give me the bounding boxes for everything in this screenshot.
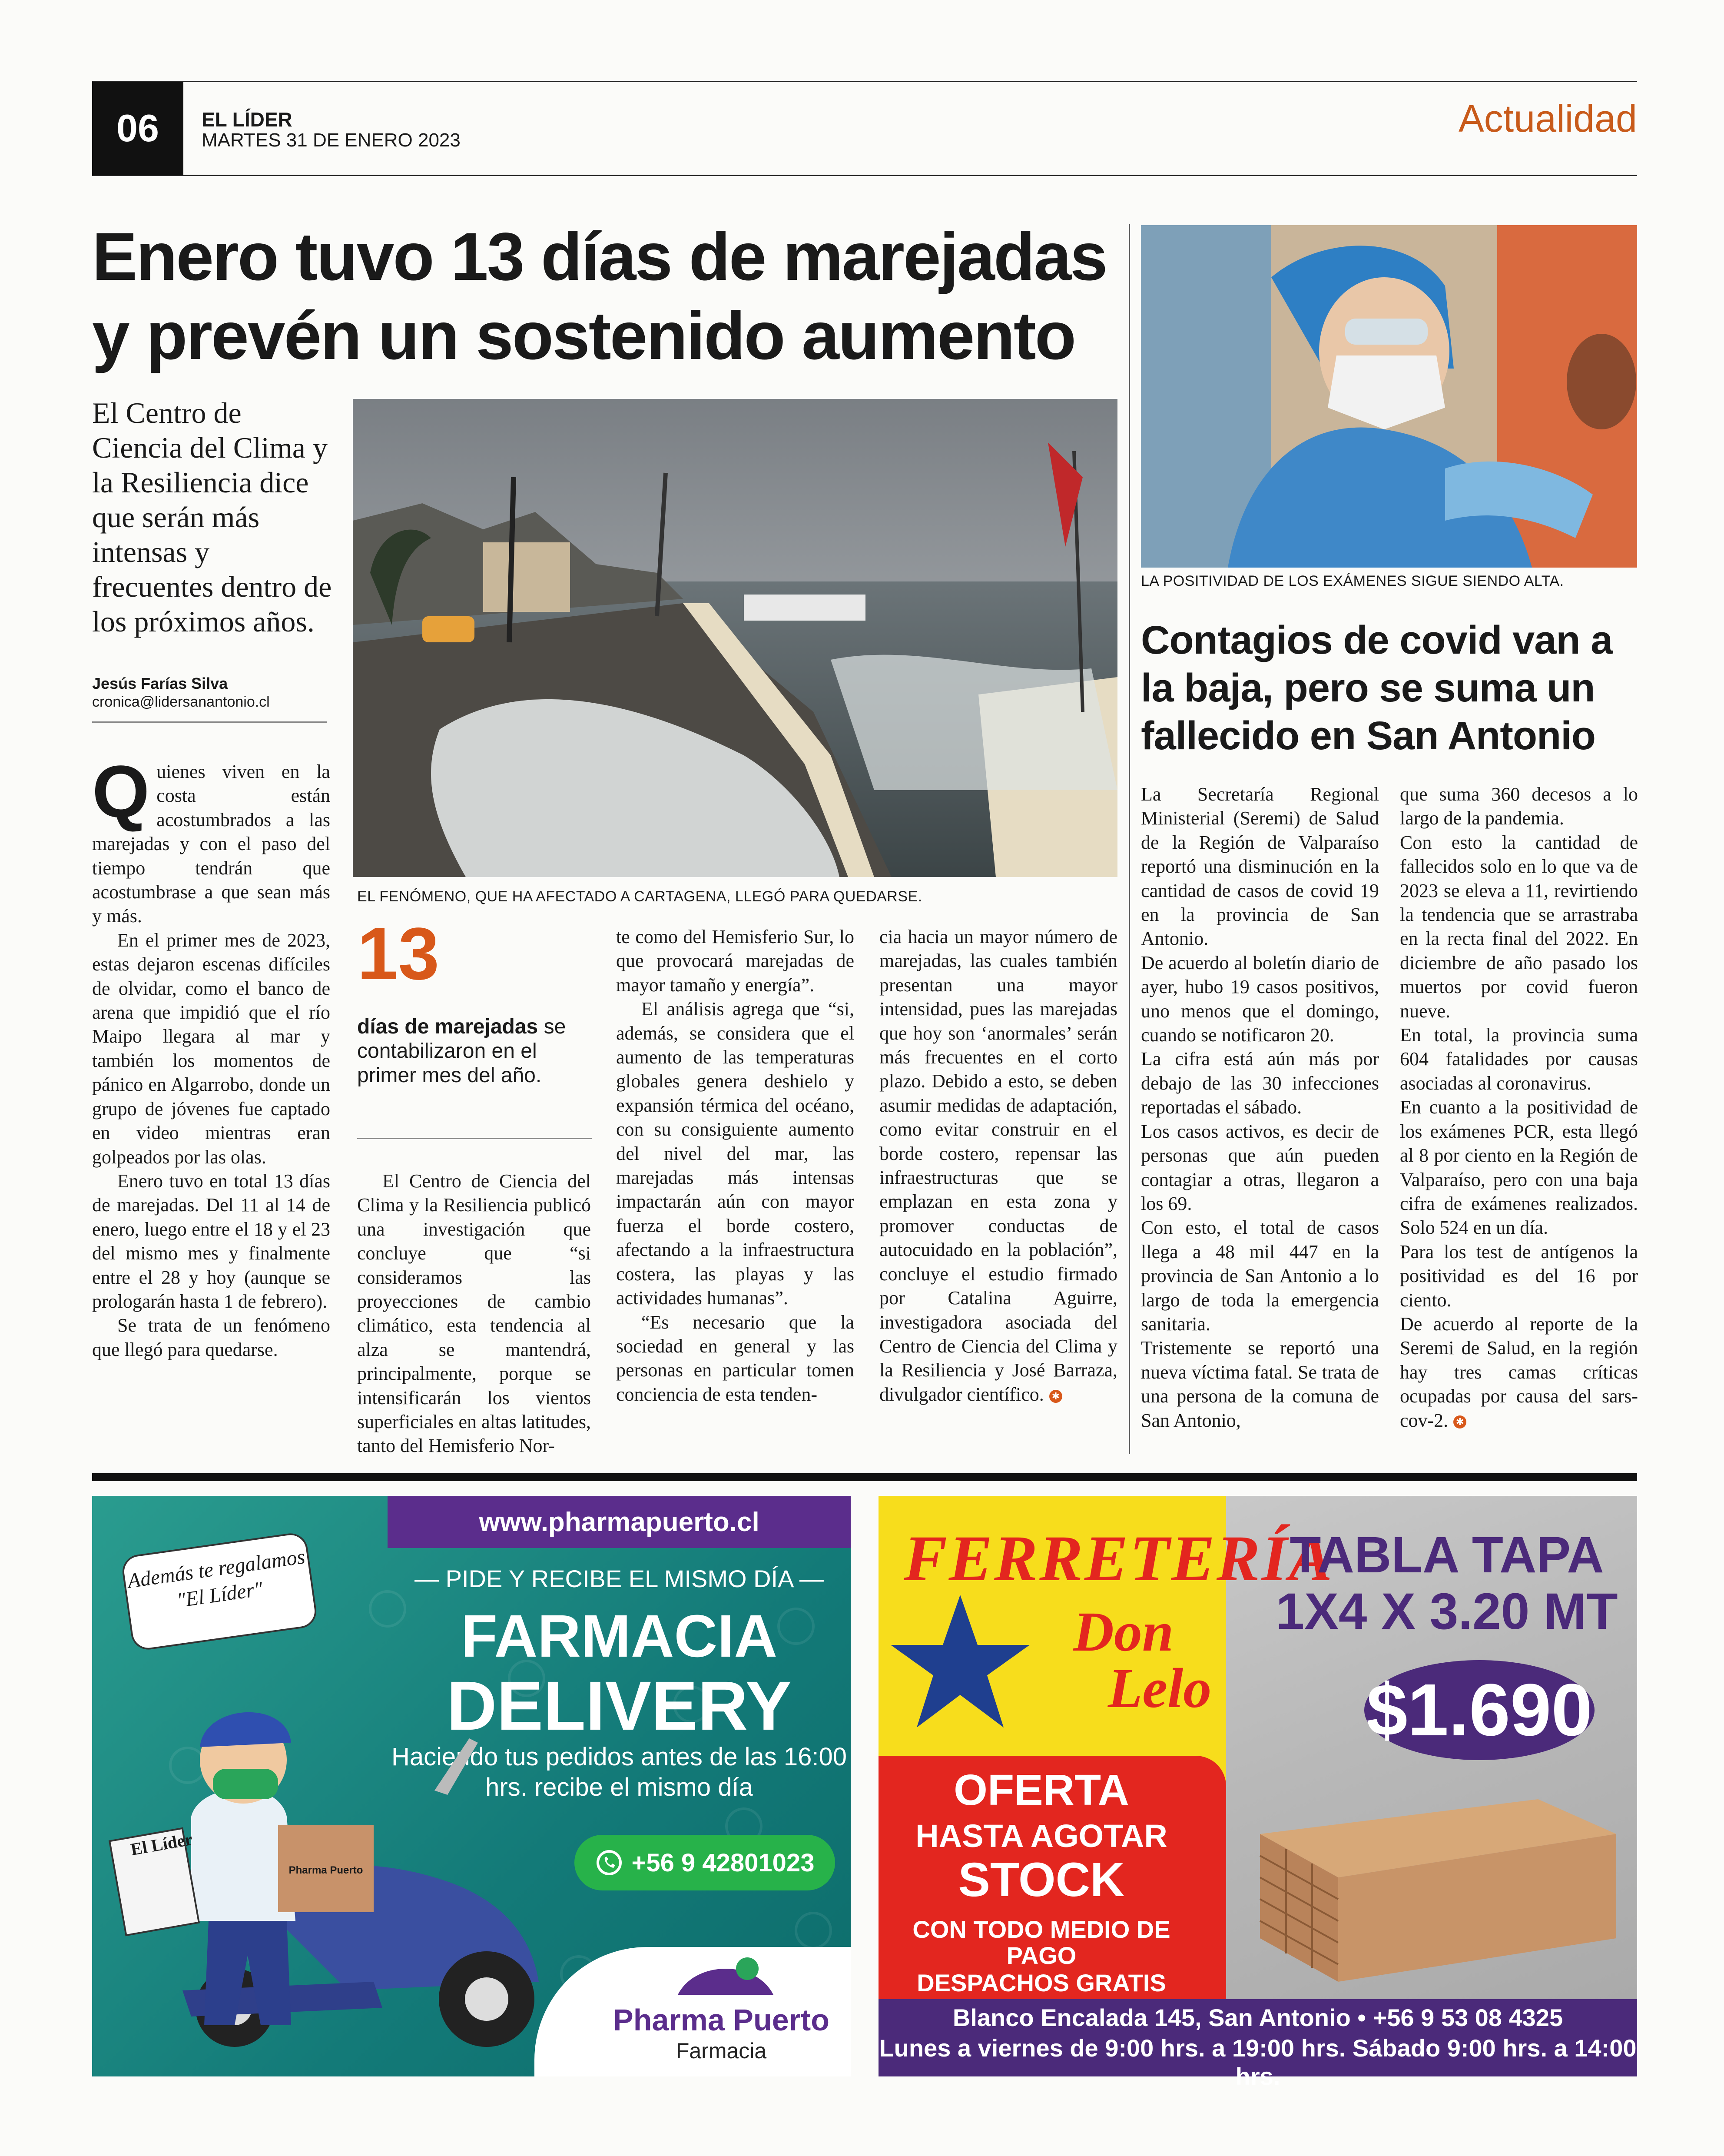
- paragraph: Con esto la cantidad de fallecidos solo en lo que va de 2023 se eleva a 11, revirtiendo la tendencia que se arrastraba en la recta final del 2022. En diciembre de año pasado los muertos por covid fueron nueve.: [1400, 831, 1638, 1022]
- ferreteria-title: FERRETERÍA: [904, 1522, 1334, 1595]
- paragraph: que suma 360 decesos a lo largo de la pandemia.: [1400, 784, 1638, 829]
- paragraph: uienes viven en la costa están acostumbrados a las marejadas y con el paso del tiempo tendrán que acostumbrase a que sean más y más.: [92, 761, 330, 927]
- paragraph: [879, 925, 1117, 1406]
- star-icon: [886, 1591, 1034, 1734]
- product-price-badge: $1.690: [1364, 1660, 1595, 1760]
- main-column-3: [616, 925, 854, 1406]
- pharma-title-2: DELIVERY: [446, 1667, 792, 1744]
- author-byline: Jesús Farías Silva: [92, 674, 228, 692]
- factoid-number: 13: [357, 913, 440, 995]
- paragraph: La cifra está aún más por debajo de las 30 infecciones reportadas el sábado.: [1141, 1048, 1379, 1118]
- paragraph-text: De acuerdo al reporte de la Seremi de Salud, en la región hay tres camas críticas ocupadas por causa del sars-cov-2.: [1400, 1313, 1638, 1431]
- covid-column-2: [1400, 782, 1638, 1432]
- author-email: cronica@lidersanantonio.cl: [92, 694, 270, 710]
- pharma-subtitle: — PIDE Y RECIBE EL MISMO DÍA —: [414, 1565, 824, 1592]
- offer-line-4: CON TODO MEDIO DE PAGO: [912, 1916, 1170, 1969]
- ferreteria-name-1: Don: [1073, 1601, 1174, 1663]
- paragraph: En el primer mes de 2023, estas dejaron escenas difíciles de olvidar, como el banco de arena que impidió que el río Maipo llegara al mar y también los momentos de pánico en Algarrobo, donde un grupo de jóvenes fue captado en video mientras eran golpeados por las olas.: [92, 929, 330, 1168]
- section-name: Actualidad: [1459, 97, 1637, 140]
- factoid-text: [357, 1015, 583, 1088]
- product-size: 1X4 X 3.20 MT: [1276, 1583, 1618, 1640]
- covid-test-photo: [1141, 225, 1637, 568]
- product-name: TABLA TAPA: [1290, 1526, 1604, 1584]
- main-column-2: [357, 1169, 591, 1458]
- covid-column-1: [1141, 782, 1379, 1432]
- offer-line-5: DESPACHOS GRATIS: [917, 1969, 1166, 1997]
- drop-cap: Q: [92, 751, 150, 833]
- lumber-stack-icon: [1243, 1782, 1625, 1990]
- main-column-4: [879, 925, 1117, 1406]
- byline-rule: [92, 721, 327, 723]
- paragraph: Tristemente se reportó una nueva víctima fatal. Se trata de una persona de la comuna de San Antonio,: [1141, 1337, 1379, 1431]
- ferreteria-name-2: Lelo: [1108, 1657, 1212, 1720]
- main-headline: Enero tuvo 13 días de marejadas y prevén un sostenido aumento: [92, 219, 1107, 374]
- paragraph: En total, la provincia suma 604 fatalidades por causas asociadas al coronavirus.: [1400, 1024, 1638, 1094]
- paragraph: El Centro de Ciencia del Clima y la Resiliencia publicó una investigación que concluye que “si consideramos las proyecciones de cambio climático, esta tendencia al alza se mantendrá, principalmente, porque se intensificarán los vientos superficiales en altas latitudes, tanto del Hemisferio Nor-: [357, 1170, 591, 1457]
- paragraph: [1400, 1312, 1638, 1432]
- paragraph: Los casos activos, es decir de personas que aún pueden contagiar a otras, llegaron a los 69.: [1141, 1120, 1379, 1214]
- promo-speech-bubble: Además te regalamos "El Líder": [120, 1531, 318, 1652]
- paragraph: Para los test de antígenos la positividad es del 16 por ciento.: [1400, 1241, 1638, 1311]
- covid-photo-caption: LA POSITIVIDAD DE LOS EXÁMENES SIGUE SIENDO ALTA.: [1141, 573, 1564, 589]
- paragraph: Con esto, el total de casos llega a 48 mil 447 en la provincia de San Antonio a lo largo de toda la emergencia sanitaria.: [1141, 1217, 1379, 1335]
- paragraph-text: cia hacia un mayor número de marejadas, las cuales también presentan una mayor intensidad, pues las marejadas que hoy son ‘anormales’ serán más frecuentes en el corto plazo. Debido a esto, se deben asumir medidas de adaptación, como evitar construir en el borde costero, repensar las infraestructuras que se emplazan en esta zona y promover conductas de autocuidado en la población”, concluye el estudio firmado por Catalina Aguirre, investigadora asociada del Centro de Ciencia del Clima y la Resiliencia y José Barraza, divulgador científico.: [879, 926, 1117, 1405]
- pharma-logo-icon: [669, 1951, 782, 2003]
- paragraph: En cuanto a la positividad de los exámenes PCR, esta llegó al 8 por ciento en la Región de Valparaíso, pero con una baja cifra de exámenes realizados. Solo 524 en un día.: [1400, 1096, 1638, 1239]
- page-number: 06: [92, 82, 183, 175]
- ferreteria-address: Blanco Encalada 145, San Antonio • +56 9 53 08 4325: [952, 2004, 1563, 2031]
- ferreteria-hours: Lunes a viernes de 9:00 hrs. a 19:00 hrs. Sábado 9:00 hrs. a 14:00 hrs.: [879, 2034, 1637, 2090]
- paragraph: “Es necesario que la sociedad en general y las personas en particular tomen conciencia de esta tenden-: [616, 1311, 854, 1405]
- column-divider: [1129, 224, 1130, 1454]
- health-worker-illustration: [1141, 225, 1637, 568]
- factoid-rule: [357, 1138, 592, 1139]
- paragraph: De acuerdo al boletín diario de ayer, hubo 19 casos positivos, uno menos que el domingo, cuando se notificaron 20.: [1141, 952, 1379, 1046]
- factoid-rest: se contabilizaron en el primer mes del año.: [357, 1015, 566, 1087]
- main-photo-caption: EL FENÓMENO, QUE HA AFECTADO A CARTAGENA, LLEGÓ PARA QUEDARSE.: [357, 888, 922, 905]
- main-deck: El Centro de Ciencia del Clima y la Resiliencia dice que serán más intensas y frecuentes dentro de los próximos años.: [92, 396, 332, 638]
- pharma-phone-number: +56 9 42801023: [631, 1848, 815, 1877]
- pharma-brand-name: Pharma Puerto: [613, 2003, 829, 2037]
- header-top-rule: [92, 81, 1637, 82]
- delivery-scooter-icon: [104, 1651, 617, 2069]
- header-bottom-rule: [92, 175, 1637, 176]
- covid-headline: Contagios de covid van a la baja, pero se suma un fallecido en San Antonio: [1141, 618, 1613, 758]
- factoid-bold: días de marejadas: [357, 1015, 538, 1038]
- pharma-tagline: Haciendo tus pedidos antes de las 16:00 hrs. recibe el mismo día: [391, 1743, 847, 1801]
- issue-date: MARTES 31 DE ENERO 2023: [202, 130, 461, 151]
- offer-line-1: OFERTA: [954, 1766, 1129, 1814]
- paragraph: Se trata de un fenómeno que llegó para quedarse.: [92, 1315, 330, 1360]
- pharma-title-1: FARMACIA: [461, 1603, 778, 1670]
- pharma-brand-sub: Farmacia: [676, 2039, 767, 2063]
- paragraph: La Secretaría Regional Ministerial (Seremi) de Salud de la Región de Valparaíso reportó una disminución en la cantidad de casos de covid 19 en la provincia de San Antonio.: [1141, 784, 1379, 950]
- storm-surge-photo: [353, 399, 1117, 877]
- end-mark-icon: ✱: [1453, 1415, 1466, 1428]
- storm-surge-illustration: [353, 399, 1117, 877]
- offer-line-3: STOCK: [958, 1853, 1125, 1907]
- end-mark-icon: ✱: [1049, 1390, 1062, 1403]
- pharma-website-link[interactable]: www.pharmapuerto.cl: [388, 1496, 851, 1548]
- paragraph: Enero tuvo en total 13 días de marejadas. Del 11 al 14 de enero, luego entre el 18 y el 23 del mismo mes y finalmente entre el 28 y hoy (aunque se prologarán hasta 1 de febrero).: [92, 1170, 330, 1312]
- ads-separator: [92, 1473, 1637, 1481]
- mini-newspaper-title: El Líder: [129, 1829, 194, 1860]
- box-label: Pharma Puerto: [288, 1864, 363, 1876]
- paragraph: te como del Hemisferio Sur, lo que provocará marejadas de mayor tamaño y energía”.: [616, 926, 854, 996]
- newspaper-name: EL LÍDER: [202, 108, 292, 131]
- offer-line-2: HASTA AGOTAR: [915, 1818, 1167, 1854]
- main-column-1: [92, 751, 330, 1362]
- paragraph: El análisis agrega que “si, además, se considera que el aumento de las temperaturas globales genera deshielo y expansión térmica del océano, con su consiguiente aumento del nivel del mar, las marejadas más intensas impactarán aún con mayor fuerza el borde costero, afectando a la infraestructura costera, las playas y las actividades humanas”.: [616, 998, 854, 1309]
